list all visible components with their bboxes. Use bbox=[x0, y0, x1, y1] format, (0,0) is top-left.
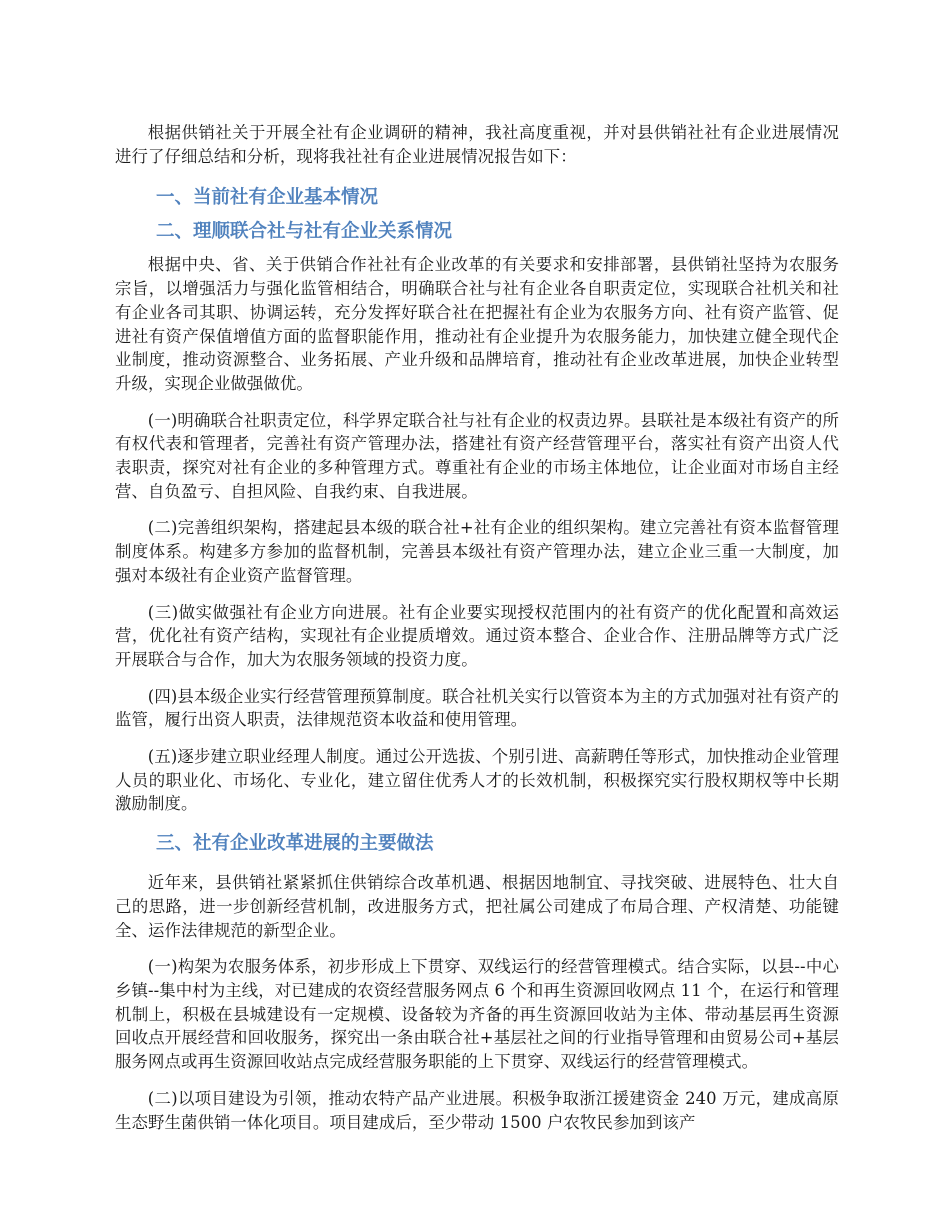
section-2-item-1: (一)明确联合社职责定位，科学界定联合社与社有企业的权责边界。县联社是本级社有资产的所有权代表和管理者，完善社有资产管理办法，搭建社有资产经营管理平台，落实社有资产出资人代表职责，探究对社有企业的多种管理方式。尊重社有企业的市场主体地位，让企业面对市场自主经营、自负盈亏、自担风险、自我约束、自我进展。 bbox=[115, 410, 839, 501]
intro-paragraph: 根据供销社关于开展全社有企业调研的精神，我社高度重视，并对县供销社社有企业进展情况进行了仔细总结和分析，现将我社社有企业进展情况报告如下： bbox=[115, 123, 839, 166]
section-2-item-4: (四)县本级企业实行经营管理预算制度。联合社机关实行以管资本为主的方式加强对社有资产的监管，履行出资人职责，法律规范资本收益和使用管理。 bbox=[115, 686, 839, 730]
section-2-intro-paragraph: 根据中央、省、关于供销合作社社有企业改革的有关要求和安排部署，县供销社坚持为农服务宗旨，以增强活力与强化监管相结合，明确联合社与社有企业各自职责定位，实现联合社机关和社有企业各司其职、协调运转，充分发挥好联合社在把握社有企业为农服务方向、社有资产监管、促进社有资产保值增值方面的监督职能作用，推动社有企业提升为农服务能力，加快建立健全现代企业制度，推动资源整合、业务拓展、产业升级和品牌培育，推动社有企业改革进展，加快企业转型升级，实现企业做强做优。 bbox=[115, 255, 839, 393]
section-3-heading: 三、社有企业改革进展的主要做法 bbox=[156, 833, 434, 855]
document-page bbox=[115, 121, 839, 1147]
section-2-item-5: (五)逐步建立职业经理人制度。通过公开选拔、个别引进、高薪聘任等形式，加快推动企业管理人员的职业化、市场化、专业化，建立留住优秀人才的长效机制，积极探究实行股权期权等中长期激励制度。 bbox=[115, 747, 839, 814]
section-2-item-3: (三)做实做强社有企业方向进展。社有企业要实现授权范围内的社有资产的优化配置和高效运营，优化社有资产结构，实现社有企业提质增效。通过资本整合、企业合作、注册品牌等方式广泛开展联合与合作，加大为农服务领域的投资力度。 bbox=[115, 602, 839, 669]
section-2-item-2: (二)完善组织架构，搭建起县本级的联合社+社有企业的组织架构。建立完善社有资本监督管理制度体系。构建多方参加的监督机制，完善县本级社有资产管理办法，建立企业三重一大制度，加强对本级社有企业资产监督管理。 bbox=[115, 518, 839, 585]
section-3-intro-paragraph: 近年来，县供销社紧紧抓住供销综合改革机遇、根据因地制宜、寻找突破、进展特色、壮大自己的思路，进一步创新经营机制，改进服务方式，把社属公司建成了布局合理、产权清楚、功能键全、运作法律规范的新型企业。 bbox=[115, 873, 839, 940]
section-2-heading: 二、理顺联合社与社有企业关系情况 bbox=[156, 221, 453, 243]
section-3-item-2: (二)以项目建设为引领，推动农特产品产业进展。积极争取浙江援建资金 240 万元，建成高原生态野生菌供销一体化项目。项目建成后，至少带动 1500 户农牧民参加到该产 bbox=[115, 1088, 839, 1132]
section-3-item-1: (一)构架为农服务体系，初步形成上下贯穿、双线运行的经营管理模式。结合实际，以县--中心乡镇--集中村为主线，对已建成的农资经营服务网点 6 个和再生资源回收网点 11 个，在运行和管理机制上，积极在县城建设有一定规模、设备较为齐备的再生资源回收站为主体、带动基层再生资源回收点开展经营和回收服务，探究出一条由联合社+基层社之间的行业指导管理和由贸易公司+基层服务网点或再生资源回收站点完成经营服务职能的上下贯穿、双线运行的经营管理模式。 bbox=[115, 957, 839, 1072]
section-1-heading: 一、当前社有企业基本情况 bbox=[156, 187, 379, 209]
